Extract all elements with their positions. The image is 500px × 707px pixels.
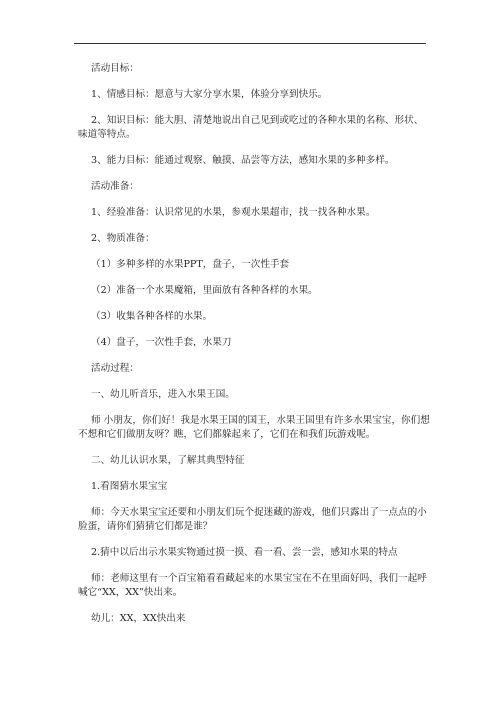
document-body — [78, 62, 431, 626]
paragraph-children-response: 幼儿：XX，XX快出来 — [91, 613, 186, 624]
paragraph-step-two: 二、幼儿认识水果，了解其典型特征 — [91, 455, 245, 466]
paragraph-teacher-hide-seek: 师：今天水果宝宝还要和小朋友们玩个捉迷藏的游戏，他们只露出了一点点的小脸蛋，请你们猜猜它们都是谁？ — [78, 507, 427, 532]
paragraph-experience-prep: 1、经验准备：认识常见的水果，参观水果超市，找一找各种水果。 — [91, 207, 376, 218]
paragraph-teacher-greeting: 师 小朋友，你们好！我是水果王国的国王，水果王国里有许多水果宝宝，你们想不想和它们做朋友呀？瞧，它们都躲起来了，它们在和我们玩游戏呢。 — [78, 415, 430, 440]
paragraph-activity-goals-heading: 活动目标： — [91, 63, 139, 74]
paragraph-knowledge-goal: 2、知识目标：能大胆、清楚地说出自己见到或吃过的各种水果的名称、形状、味道等特点。 — [78, 115, 424, 140]
paragraph-material-item-3: （3）收集各种各样的水果。 — [91, 311, 213, 322]
paragraph-material-item-1: （1）多种多样的水果PPT，盘子，一次性手套 — [91, 259, 290, 270]
paragraph-material-item-4: （4）盘子，一次性手套，水果刀 — [91, 337, 232, 348]
paragraph-activity-process-heading: 活动过程： — [91, 363, 139, 374]
paragraph-emotion-goal: 1、情感目标：愿意与大家分享水果，体验分享到快乐。 — [91, 89, 328, 100]
header-rule — [74, 43, 426, 44]
paragraph-step-one: 一、幼儿听音乐，进入水果王国。 — [91, 389, 235, 400]
paragraph-show-real-fruit: 2.猜中以后出示水果实物通过摸一摸、看一看、尝一尝，感知水果的特点 — [91, 547, 398, 558]
paragraph-teacher-treasure-box: 师：老师这里有一个百宝箱看看藏起来的水果宝宝在不在里面好吗，我们一起呼喊它“XX，XX”快出来。 — [78, 573, 427, 598]
paragraph-guess-fruit: 1.看图猜水果宝宝 — [91, 481, 168, 492]
paragraph-activity-prep-heading: 活动准备： — [91, 181, 139, 192]
paragraph-ability-goal: 3、能力目标：能通过观察、触摸、品尝等方法，感知水果的多种多样。 — [91, 155, 395, 166]
paragraph-material-prep: 2、物质准备： — [91, 233, 155, 244]
paragraph-material-item-2: （2）准备一个水果魔箱，里面放有各种各样的水果。 — [91, 285, 318, 296]
